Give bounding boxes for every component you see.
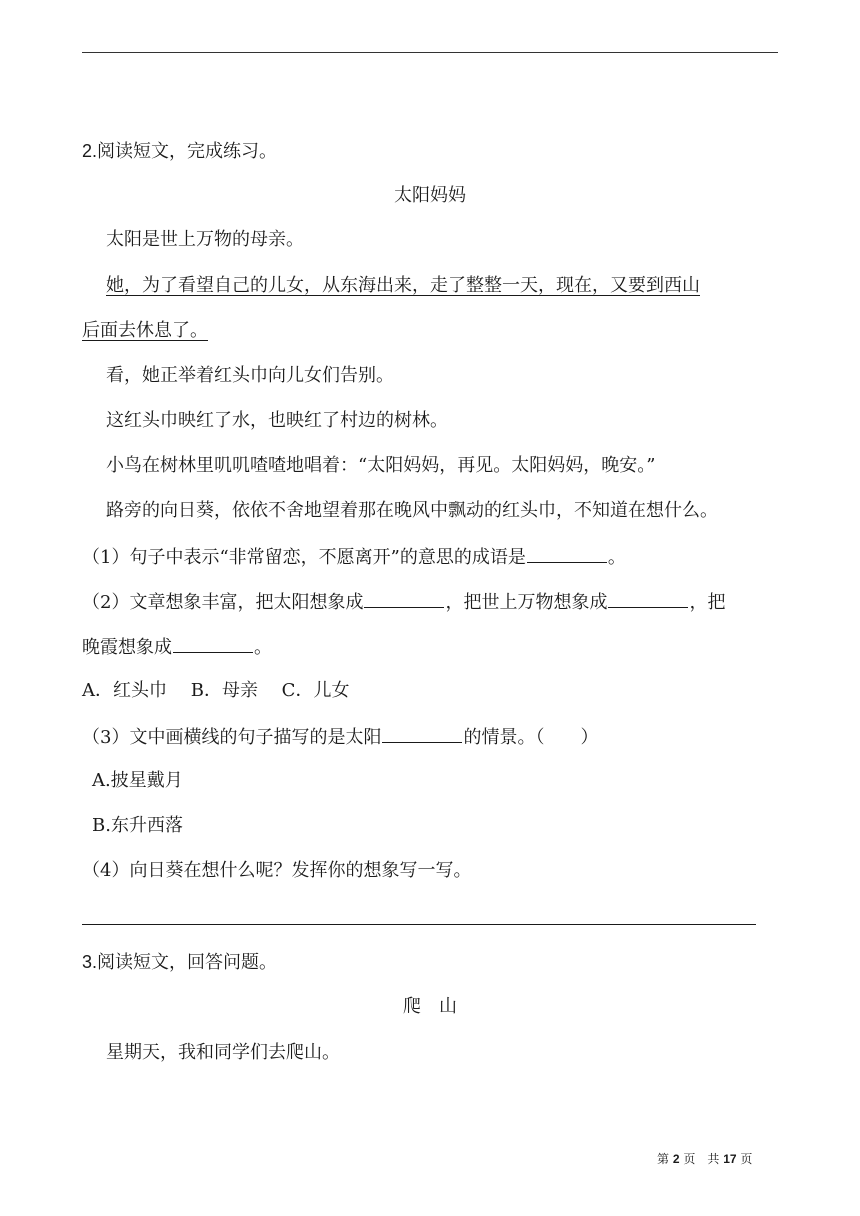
answer-options: A．红头巾 B．母亲 C．儿女 xyxy=(82,680,350,701)
sub-question-1 xyxy=(82,544,626,570)
underlined-sentence-line-2: 后面去休息了。 xyxy=(82,320,208,341)
sub-question-1-text: （1）句子中表示“非常留恋，不愿离开”的意思的成语是 xyxy=(82,547,526,568)
footer-text-mid: 页 共 xyxy=(683,1152,720,1166)
choice-a[interactable]: A.披星戴月 xyxy=(92,770,183,791)
page-number: 2 xyxy=(672,1152,680,1166)
passage-paragraph-5: 小鸟在树林里叽叽喳喳地唱着：“太阳妈妈，再见。太阳妈妈，晚安。” xyxy=(106,455,656,476)
passage-title-2: 爬 山 xyxy=(403,996,457,1017)
passage-paragraph-6: 路旁的向日葵，依依不舍地望着那在晚风中飘动的红头巾，不知道在想什么。 xyxy=(106,500,718,521)
sub-question-3-text: （3）文中画横线的句子描写的是太阳 xyxy=(82,727,382,748)
answer-blank[interactable] xyxy=(608,589,688,608)
sub-question-2-line-1 xyxy=(82,589,725,615)
sub-question-3 xyxy=(82,724,598,750)
answer-blank[interactable] xyxy=(527,544,607,563)
sub-question-2-text-end: ，把 xyxy=(689,592,726,613)
sub-question-2-text-mid: ，把世上万物想象成 xyxy=(445,592,608,613)
sub-question-1-end: 。 xyxy=(607,547,626,568)
choice-b[interactable]: B.东升西落 xyxy=(92,815,183,836)
sub-question-4: （4）向日葵在想什么呢？发挥你的想象写一写。 xyxy=(82,860,472,881)
header-rule xyxy=(82,52,778,53)
footer-text: 第 xyxy=(657,1152,670,1166)
passage-2-paragraph-1: 星期天，我和同学们去爬山。 xyxy=(106,1042,340,1063)
answer-line[interactable] xyxy=(82,924,756,925)
question-2-heading: 2.阅读短文，完成练习。 xyxy=(82,141,278,161)
answer-blank[interactable] xyxy=(173,634,253,653)
passage-paragraph-1: 太阳是世上万物的母亲。 xyxy=(106,229,304,250)
footer-text-end: 页 xyxy=(740,1152,753,1166)
passage-paragraph-4: 这红头巾映红了水，也映红了村边的树林。 xyxy=(106,410,448,431)
sub-question-2-end: 。 xyxy=(254,637,272,658)
page-total: 17 xyxy=(723,1152,737,1166)
sub-question-2-line-2 xyxy=(82,634,272,660)
answer-blank[interactable] xyxy=(382,724,462,743)
answer-blank[interactable] xyxy=(364,589,444,608)
sub-question-2-text: （2）文章想象丰富，把太阳想象成 xyxy=(82,592,364,613)
page-footer xyxy=(657,1151,752,1167)
sub-question-3-end: 的情景。（ ） xyxy=(463,727,599,748)
question-3-heading: 3.阅读短文，回答问题。 xyxy=(82,952,278,972)
underlined-sentence-line-1: 她，为了看望自己的儿女，从东海出来，走了整整一天，现在，又要到西山 xyxy=(106,275,700,296)
sub-question-2-text-line-2: 晚霞想象成 xyxy=(82,637,172,658)
passage-paragraph-3: 看，她正举着红头巾向儿女们告别。 xyxy=(106,365,394,386)
passage-title: 太阳妈妈 xyxy=(394,185,466,206)
